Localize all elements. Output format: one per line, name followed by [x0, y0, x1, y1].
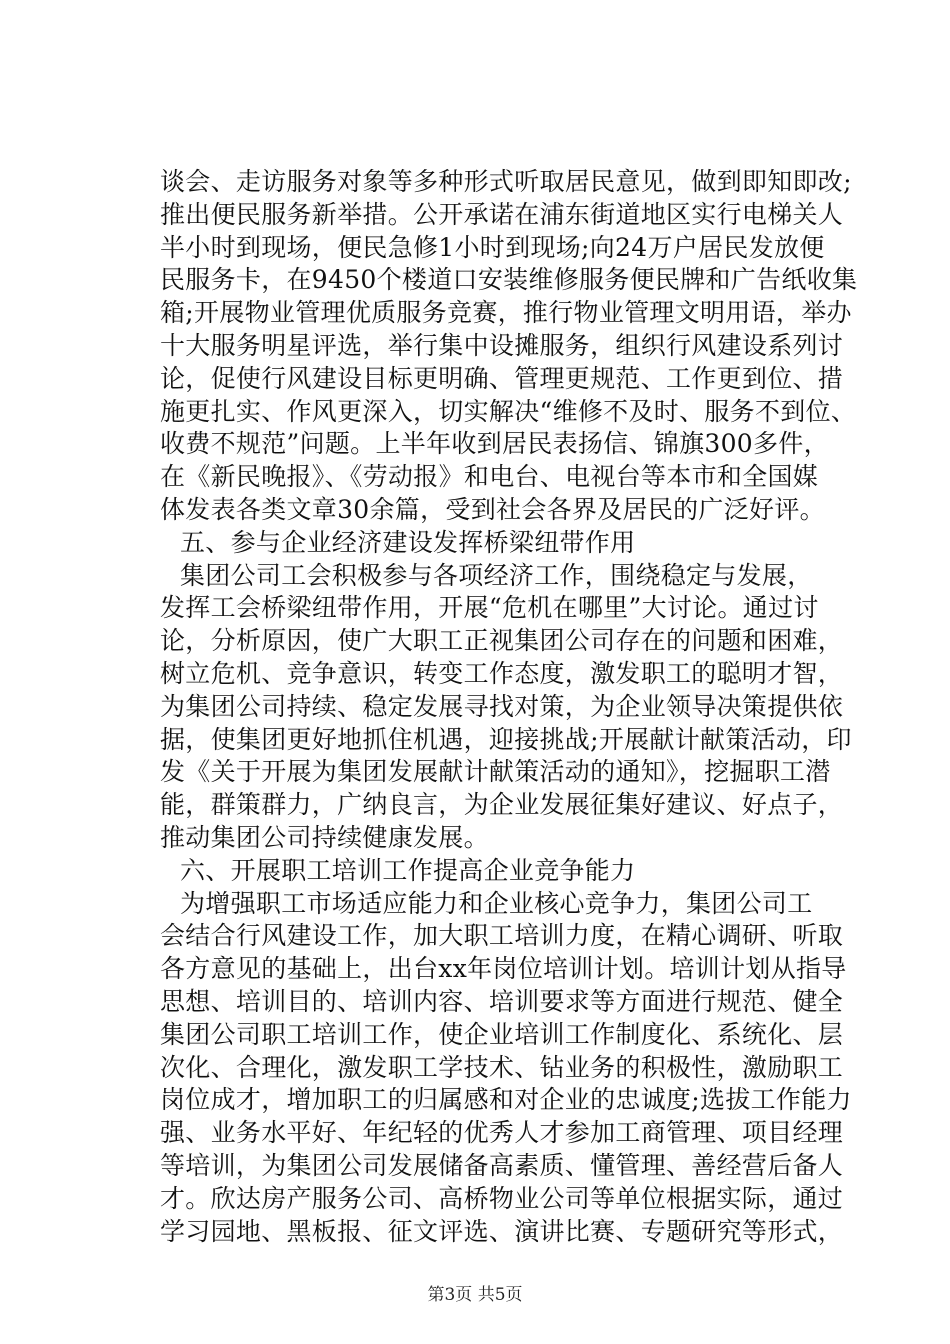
paragraph-start-line: 为增强职工市场适应能力和企业核心竞争力，集团公司工	[180, 888, 813, 918]
text-line: 能，群策群力，广纳良言，为企业发展征集好建议、好点子，	[160, 790, 844, 820]
text-line: 发挥工会桥梁纽带作用，开展“危机在哪里”大讨论。通过讨	[160, 593, 819, 623]
text-line: 半小时到现场，便民急修1小时到现场;向24万户居民发放便	[160, 232, 825, 262]
text-line: 谈会、走访服务对象等多种形式听取居民意见，做到即知即改;	[160, 167, 852, 196]
text-line: 论，分析原因，使广大职工正视集团公司存在的问题和困难，	[160, 626, 844, 656]
text-line: 收费不规范”问题。上半年收到居民表扬信、锦旗300多件，	[160, 429, 829, 459]
text-line: 会结合行风建设工作，加大职工培训力度，在精心调研、听取	[160, 921, 844, 951]
text-line: 岗位成才，增加职工的归属感和对企业的忠诚度;选拔工作能力	[160, 1085, 852, 1115]
text-line: 箱;开展物业管理优质服务竞赛，推行物业管理文明用语，举办	[160, 298, 852, 328]
text-line: 次化、合理化，激发职工学技术、钻业务的积极性，激励职工	[160, 1052, 844, 1082]
text-line: 体发表各类文章30余篇，受到社会各界及居民的广泛好评。	[160, 494, 825, 524]
section-heading-6: 六、开展职工培训工作提高企业竞争能力	[180, 855, 636, 885]
text-line: 各方意见的基础上，出台xx年岗位培训计划。培训计划从指导	[160, 954, 847, 984]
text-line: 等培训，为集团公司发展储备高素质、懂管理、善经营后备人	[160, 1150, 844, 1180]
text-line: 据，使集团更好地抓住机遇，迎接挑战;开展献计献策活动，印	[160, 724, 852, 754]
text-line: 施更扎实、作风更深入，切实解决“维修不及时、服务不到位、	[160, 396, 857, 426]
text-line: 树立危机、竞争意识，转变工作态度，激发职工的聪明才智，	[160, 658, 844, 688]
text-line: 才。欣达房产服务公司、高桥物业公司等单位根据实际，通过	[160, 1183, 844, 1213]
text-line: 十大服务明星评选，举行集中设摊服务，组织行风建设系列讨	[160, 330, 844, 360]
text-line: 集团公司职工培训工作，使企业培训工作制度化、系统化、层	[160, 1019, 844, 1049]
text-line: 思想、培训目的、培训内容、培训要求等方面进行规范、健全	[160, 986, 844, 1016]
text-line: 推动集团公司持续健康发展。	[160, 822, 489, 852]
text-line: 论，促使行风建设目标更明确、管理更规范、工作更到位、措	[160, 363, 844, 393]
text-line: 发《关于开展为集团发展献计献策活动的通知》，挖掘职工潜	[160, 757, 831, 787]
section-heading-5: 五、参与企业经济建设发挥桥梁纽带作用	[180, 527, 636, 557]
text-line: 学习园地、黑板报、征文评选、演讲比赛、专题研究等形式，	[160, 1216, 844, 1246]
text-line: 民服务卡，在9450个楼道口安装维修服务便民牌和广告纸收集	[160, 265, 858, 295]
text-line: 推出便民服务新举措。公开承诺在浦东街道地区实行电梯关人	[160, 199, 844, 229]
text-line: 在《新民晚报》、《劳动报》和电台、电视台等本市和全国媒	[160, 462, 819, 492]
page-number-footer: 第3页 共5页	[427, 1285, 523, 1305]
text-line: 为集团公司持续、稳定发展寻找对策，为企业领导决策提供依	[160, 691, 844, 721]
text-line: 强、业务水平好、年纪轻的优秀人才参加工商管理、项目经理	[160, 1118, 844, 1148]
document-body	[160, 166, 858, 1248]
paragraph-start-line: 集团公司工会积极参与各项经济工作，围绕稳定与发展，	[180, 560, 813, 590]
